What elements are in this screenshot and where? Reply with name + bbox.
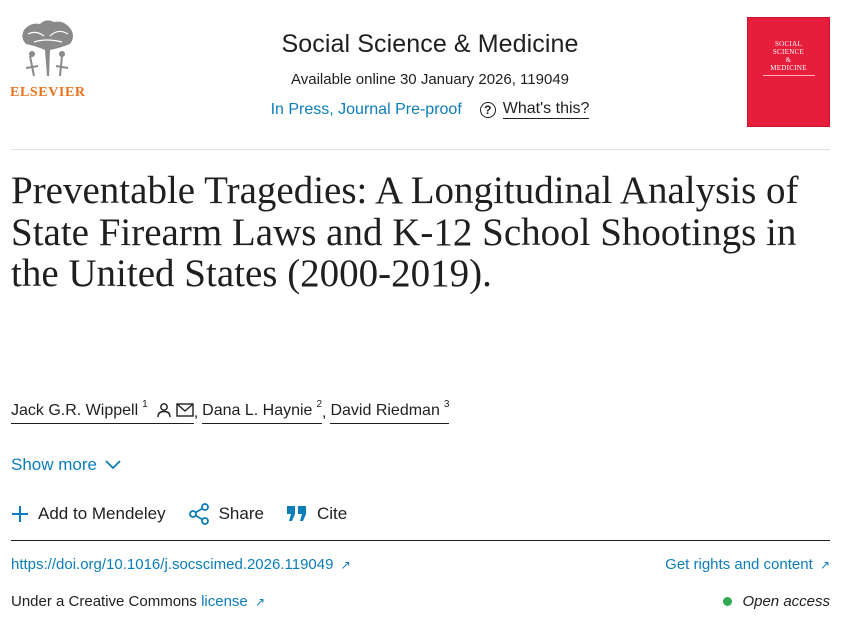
author-link[interactable]	[11, 399, 194, 424]
author-affiliation-sup: 3	[443, 399, 450, 410]
rights-link[interactable]	[665, 556, 830, 573]
share-icon	[188, 503, 210, 525]
license-link-label: license	[201, 593, 248, 610]
person-icon	[156, 402, 172, 418]
author-affiliation-sup: 2	[316, 399, 323, 410]
cover-rule	[763, 75, 815, 76]
author-link[interactable]	[330, 399, 450, 424]
question-icon: ?	[480, 102, 496, 118]
external-link-icon: ↗	[254, 595, 266, 609]
author-affiliation-sup: 1	[142, 399, 148, 410]
header-divider	[11, 149, 830, 150]
whats-this-button[interactable]	[480, 100, 590, 119]
journal-cover[interactable]	[747, 17, 830, 127]
share-button[interactable]	[188, 503, 264, 525]
external-link-icon: ↗	[819, 558, 830, 572]
author-separator: ,	[193, 404, 199, 421]
in-press-status[interactable]: In Press, Journal Pre-proof	[270, 100, 462, 118]
mendeley-label: Add to Mendeley	[38, 504, 166, 523]
cover-title-line: SCIENCE	[772, 48, 805, 56]
doi-link[interactable]	[11, 556, 351, 573]
article-actions	[11, 503, 369, 525]
license-link[interactable]	[201, 593, 265, 610]
cite-label: Cite	[316, 504, 348, 523]
author-list	[11, 399, 450, 424]
author-link[interactable]	[202, 399, 323, 424]
show-more-label: Show more	[11, 455, 97, 474]
available-online: Available online 30 January 2026, 119049	[291, 71, 569, 88]
rights-label: Get rights and content	[665, 556, 813, 573]
status-row	[0, 100, 860, 119]
quote-icon	[286, 505, 308, 523]
cover-title-line: &	[785, 56, 792, 64]
publisher-name: ELSEVIER	[10, 85, 86, 100]
cite-button[interactable]	[286, 504, 347, 524]
cover-title-line: SOCIAL	[774, 40, 803, 48]
cover-title-line: MEDICINE	[770, 64, 807, 72]
journal-name[interactable]: Social Science & Medicine	[281, 30, 579, 58]
license-prefix: Under a Creative Commons	[11, 593, 197, 610]
open-access-badge	[723, 593, 830, 610]
external-link-icon: ↗	[340, 558, 351, 572]
license-row	[11, 593, 265, 610]
open-access-dot-icon	[723, 597, 732, 606]
author-name: Jack G.R. Wippell	[11, 402, 139, 419]
article-title: Preventable Tragedies: A Longitudinal Analysis of State Firearm Laws and K-12 School Shootings in the United States (2000-2019).	[11, 169, 799, 295]
share-label: Share	[218, 504, 264, 523]
whats-this-label: What's this?	[502, 100, 590, 117]
doi-label: https://doi.org/10.1016/j.socscimed.2026.119049	[11, 556, 334, 573]
add-to-mendeley-button[interactable]	[11, 504, 166, 524]
actions-divider	[11, 540, 830, 541]
email-icon	[176, 403, 194, 417]
author-separator: ,	[322, 404, 327, 421]
open-access-label: Open access	[742, 593, 830, 610]
cover-title	[748, 40, 829, 72]
show-more-button[interactable]	[11, 455, 121, 475]
plus-icon	[11, 505, 29, 523]
author-name: Dana L. Haynie	[202, 402, 313, 419]
author-name: David Riedman	[330, 402, 440, 419]
chevron-down-icon	[105, 460, 121, 470]
journal-header	[0, 30, 860, 119]
